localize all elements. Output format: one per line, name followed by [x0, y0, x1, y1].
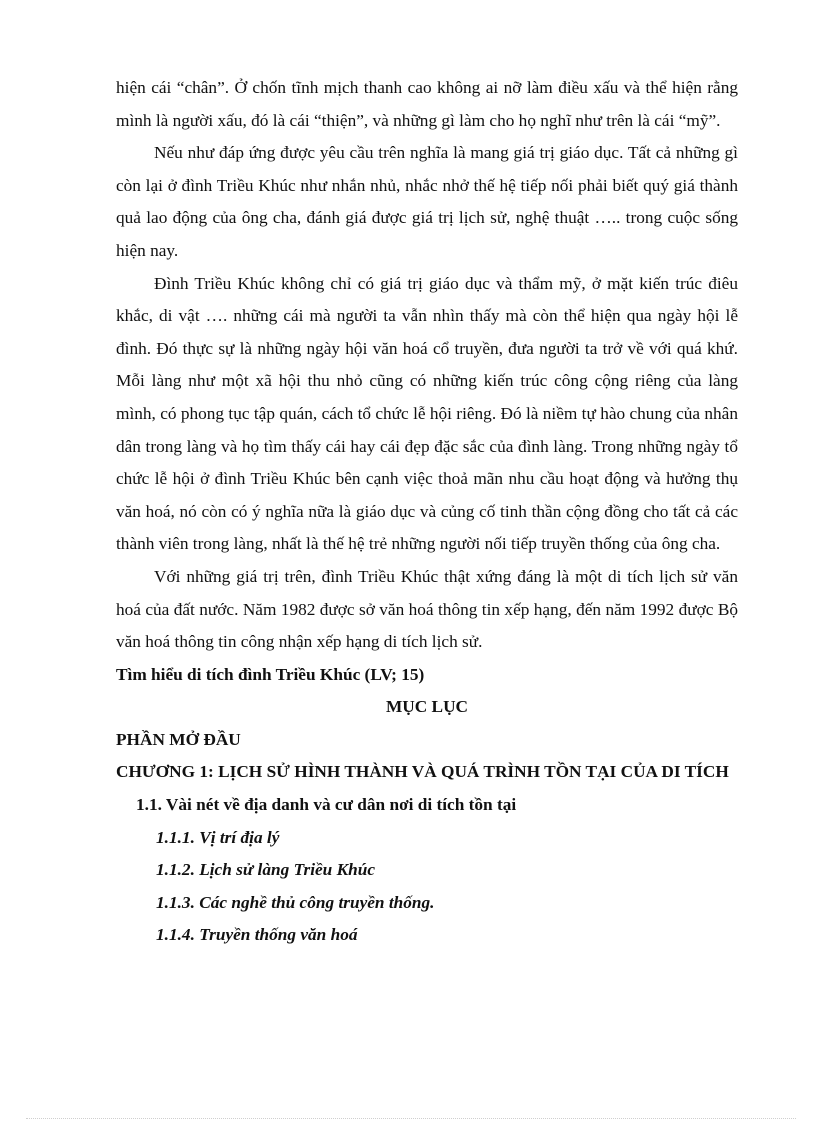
toc-subsection-1-1-3: 1.1.3. Các nghề thủ công truyền thống.	[156, 892, 435, 912]
paragraph-ranking: Với những giá trị trên, đình Triều Khúc thật xứng đáng là một di tích lịch sử văn hoá của đất nước. Năm 1982 được sở văn hoá thông tin xếp hạng, đến năm 1992 được Bộ văn hoá thông tin công nhận xếp hạng di tích lịch sử.	[116, 566, 738, 652]
toc-section-1-1: 1.1. Vài nét về địa danh và cư dân nơi di tích tồn tại	[136, 795, 517, 815]
toc-heading: MỤC LỤC	[385, 697, 469, 717]
toc-subsection-1-1-4: 1.1.4. Truyền thống văn hoá	[156, 925, 358, 945]
page-bottom-divider	[26, 1118, 796, 1119]
toc-intro: PHẦN MỞ ĐẦU	[116, 729, 241, 749]
paragraph-education-value: Nếu như đáp ứng được yêu cầu trên nghĩa là mang giá trị giáo dục. Tất cả những gì còn lại ở đình Triều Khúc như nhắn nhủ, nhắc nhở thế hệ tiếp nối phải biết quý giá thành quả lao động của ông cha, đánh giá được giá trị lịch sử, nghệ thuật ….. trong cuộc sống hiện nay.	[116, 143, 738, 260]
toc-subsection-1-1-1: 1.1.1. Vị trí địa lý	[156, 827, 280, 847]
paragraph-continuation: hiện cái “chân”. Ở chốn tĩnh mịch thanh cao không ai nỡ làm điều xấu và thể hiện rằng mình là người xấu, đó là cái “thiện”, và những gì làm cho họ nghĩ như trên là cái “mỹ”.	[116, 78, 738, 130]
toc-chapter-1: CHƯƠNG 1: LỊCH SỬ HÌNH THÀNH VÀ QUÁ TRÌNH TỒN TẠI CỦA DI TÍCH	[116, 762, 729, 782]
document-title: Tìm hiểu di tích đình Triều Khúc (LV; 15)	[116, 664, 425, 684]
toc-subsection-1-1-2: 1.1.2. Lịch sử làng Triều Khúc	[156, 860, 376, 880]
document-page	[116, 72, 738, 952]
paragraph-festival: Đình Triều Khúc không chỉ có giá trị giáo dục và thẩm mỹ, ở mặt kiến trúc điêu khắc, di vật …. những cái mà người ta vẫn nhìn thấy mà còn thể hiện qua ngày hội lễ đình. Đó thực sự là những ngày hội văn hoá cổ truyền, đưa người ta trở về với quá khứ. Mỗi làng như một xã hội thu nhỏ cũng có những kiến trúc công cộng riêng của làng mình, có phong tục tập quán, cách tổ chức lễ hội riêng. Đó là niềm tự hào chung của nhân dân trong làng và họ tìm thấy cái hay cái đẹp đặc sắc của đình làng. Trong những ngày tổ chức lễ hội ở đình Triều Khúc bên cạnh việc thoả mãn nhu cầu hoạt động và hưởng thụ văn hoá, nó còn có ý nghĩa nữa là giáo dục và củng cố tinh thần cộng đồng cho tất cả các thành viên trong làng, nhất là thế hệ trẻ những người nối tiếp truyền thống của ông cha.	[116, 273, 738, 554]
